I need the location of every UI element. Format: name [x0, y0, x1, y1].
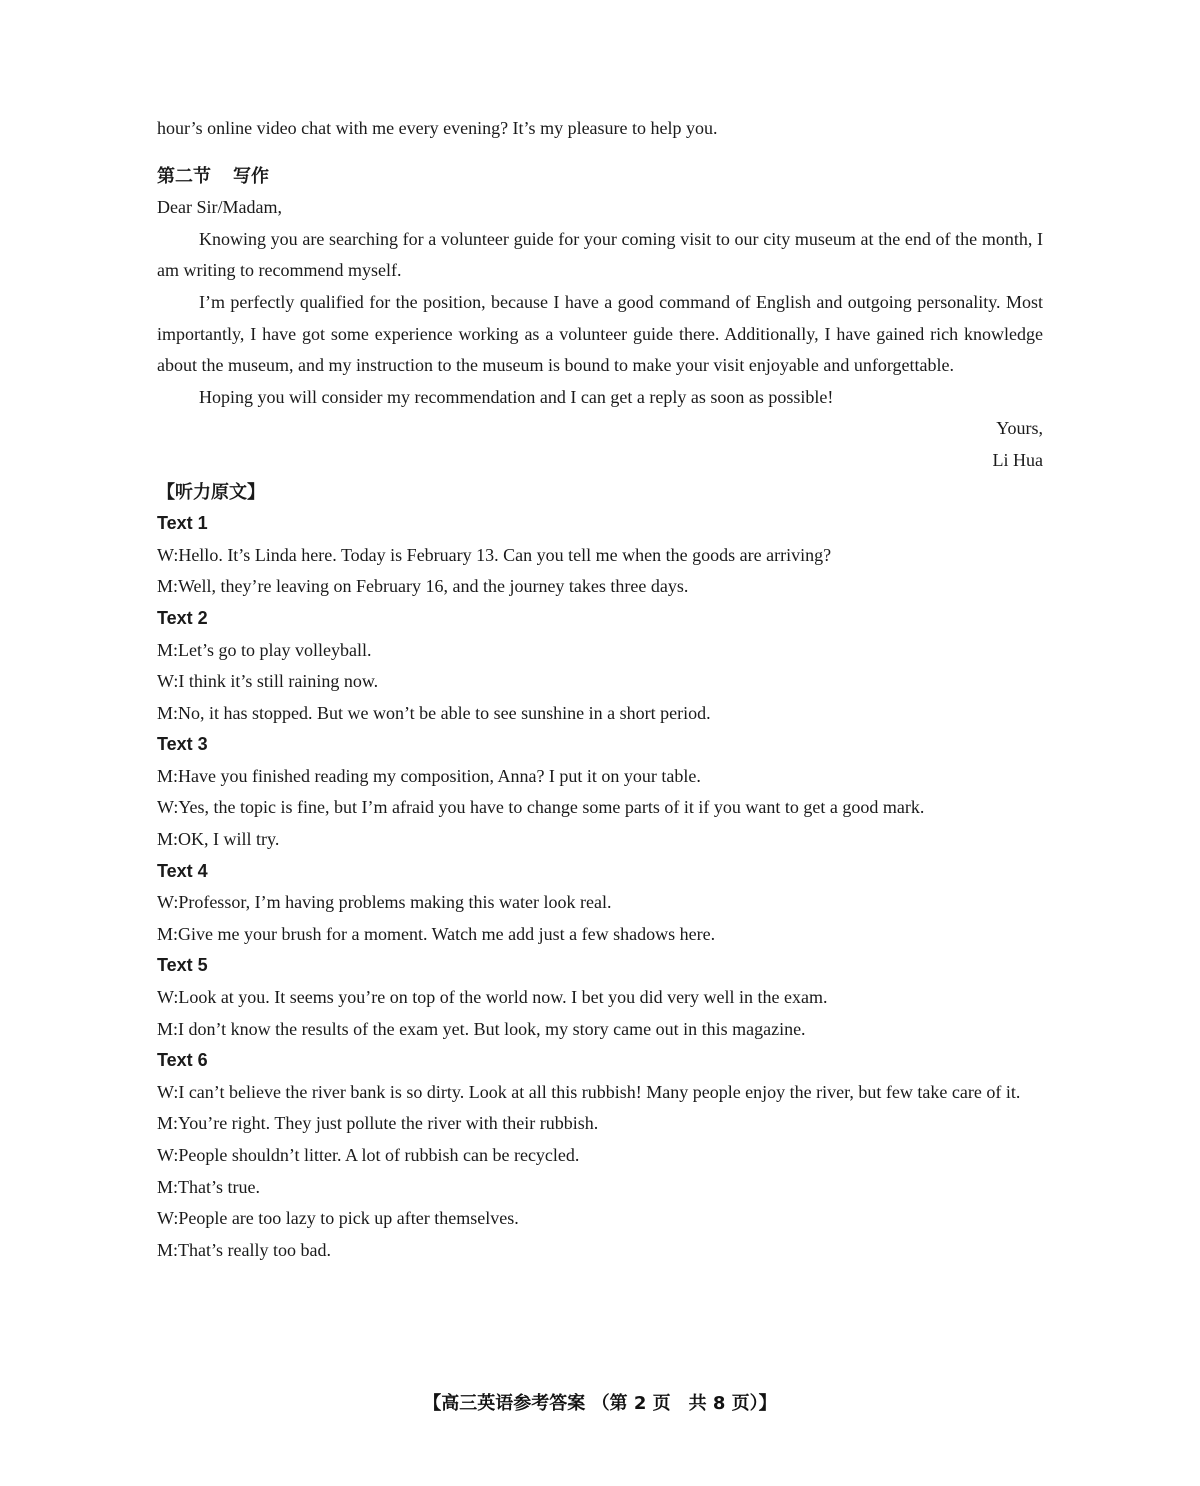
answer-page — [157, 113, 1043, 1266]
continuation-line: hour’s online video chat with me every evening? It’s my pleasure to help you. — [157, 118, 718, 138]
dialogue-line: M:OK, I will try. — [157, 829, 280, 850]
dialogue-line: M:No, it has stopped. But we won’t be able to see sunshine in a short period. — [157, 702, 711, 723]
listening-transcripts — [157, 508, 1043, 1266]
letter-paragraph-1: Knowing you are searching for a volunteer guide for your coming visit to our city museum at the end of the month, I am writing to recommend myself. — [157, 228, 1043, 281]
section-title: 写作 — [233, 165, 269, 187]
listening-heading: 【听力原文】 — [157, 481, 265, 503]
writing-section-heading — [157, 161, 1043, 193]
dialogue-line: M:You’re right. They just pollute the river with their rubbish. — [157, 1113, 599, 1134]
text-heading: Text 6 — [157, 1050, 208, 1071]
dialogue-line: W:Yes, the topic is fine, but I’m afraid you have to change some parts of it if you want to get a good mark. — [157, 797, 925, 818]
letter-paragraph-2: I’m perfectly qualified for the position, because I have a good command of English and outgoing personality. Most importantly, I have got some experience working as a volunteer guide there. Additionally, I have gained rich knowledge about the museum, and my instruction to the museum is bound to make your visit enjoyable and unforgettable. — [157, 291, 1043, 376]
section-number: 第二节 — [157, 165, 211, 187]
letter-paragraph-3: Hoping you will consider my recommendation and I can get a reply as soon as possible! — [199, 386, 834, 407]
text-heading: Text 1 — [157, 513, 208, 534]
letter-salutation: Dear Sir/Madam, — [157, 197, 282, 218]
text-heading: Text 5 — [157, 955, 208, 976]
dialogue-line: M:I don’t know the results of the exam yet. But look, my story came out in this magazine. — [157, 1018, 806, 1039]
dialogue-line: M:That’s really too bad. — [157, 1239, 331, 1260]
text-heading: Text 2 — [157, 607, 208, 628]
dialogue-line: W:People shouldn’t litter. A lot of rubbish can be recycled. — [157, 1145, 580, 1165]
dialogue-line: W:People are too lazy to pick up after themselves. — [157, 1208, 519, 1229]
dialogue-line: M:Have you finished reading my composition, Anna? I put it on your table. — [157, 765, 701, 786]
dialogue-line: W:Look at you. It seems you’re on top of the world now. I bet you did very well in the exam. — [157, 987, 828, 1008]
letter-signature: Li Hua — [992, 449, 1043, 470]
dialogue-line: W:Hello. It’s Linda here. Today is February 13. Can you tell me when the goods are arriving? — [157, 544, 832, 565]
dialogue-line: M:Well, they’re leaving on February 16, and the journey takes three days. — [157, 576, 689, 597]
dialogue-line: W:I can’t believe the river bank is so dirty. Look at all this rubbish! Many people enjoy the river, but few take care of it. — [157, 1081, 1021, 1102]
dialogue-line: W:Professor, I’m having problems making this water look real. — [157, 892, 612, 913]
letter-closing: Yours, — [996, 418, 1043, 439]
text-heading: Text 3 — [157, 734, 208, 755]
dialogue-line: M:Give me your brush for a moment. Watch me add just a few shadows here. — [157, 923, 716, 944]
dialogue-line: M:Let’s go to play volleyball. — [157, 639, 372, 660]
dialogue-line: M:That’s true. — [157, 1176, 260, 1197]
page-footer: 【高三英语参考答案 （第 2 页 共 8 页）】 — [423, 1393, 777, 1414]
text-heading: Text 4 — [157, 860, 208, 881]
dialogue-line: W:I think it’s still raining now. — [157, 671, 379, 692]
